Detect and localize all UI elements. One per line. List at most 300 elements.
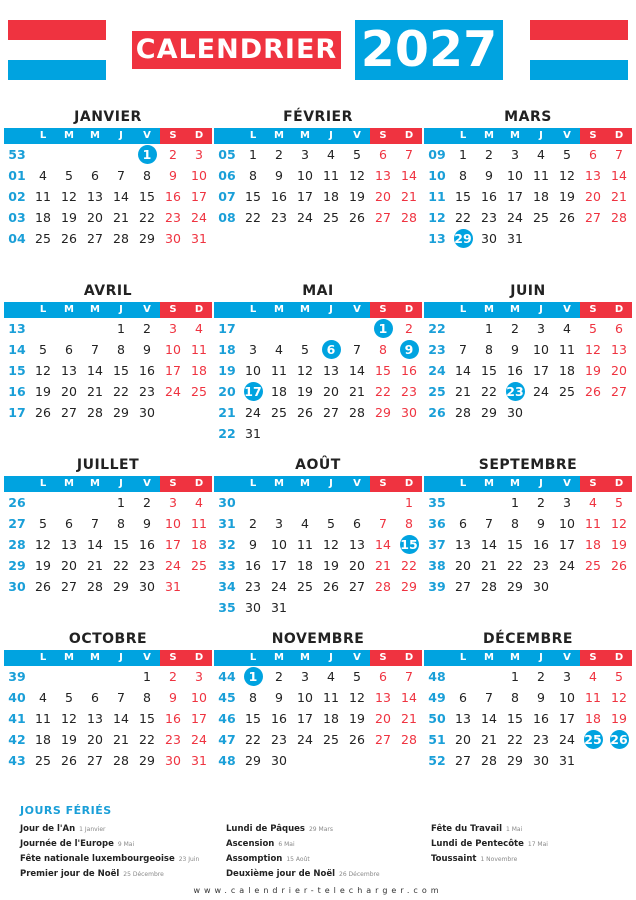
day-cell: 24 bbox=[271, 579, 287, 594]
day-cell bbox=[370, 750, 396, 771]
day-cell: 27 bbox=[87, 231, 103, 246]
day-cell: 25 bbox=[533, 210, 549, 225]
day-cell: 22 bbox=[245, 210, 261, 225]
day-cell: 27 bbox=[349, 579, 365, 594]
day-cell: 23 bbox=[481, 210, 497, 225]
footer-url: www.calendrier-telecharger.com bbox=[193, 886, 443, 895]
holiday-date: 15 Août bbox=[286, 856, 310, 863]
day-cell: 25 bbox=[323, 210, 339, 225]
holiday-date: 1 Mai bbox=[506, 826, 523, 833]
weekday-label: M bbox=[300, 304, 310, 315]
day-cell: 4 bbox=[195, 495, 203, 510]
day-cell: 5 bbox=[615, 495, 623, 510]
day-cell bbox=[450, 666, 476, 687]
day-cell: 21 bbox=[113, 210, 129, 225]
day-cell: 21 bbox=[611, 189, 627, 204]
weekday-label: S bbox=[580, 476, 606, 492]
weekday-label: L bbox=[459, 652, 467, 663]
day-cell bbox=[396, 534, 422, 555]
day-cell: 16 bbox=[165, 189, 181, 204]
day-cell: 29 bbox=[113, 405, 129, 420]
day-cell: 7 bbox=[615, 147, 623, 162]
weekday-header bbox=[4, 650, 212, 666]
week-number: 30 bbox=[218, 495, 236, 510]
day-cell: 24 bbox=[165, 384, 181, 399]
day-cell: 8 bbox=[379, 342, 387, 357]
week-number: 03 bbox=[8, 210, 26, 225]
day-cell: 6 bbox=[459, 690, 467, 705]
holiday-date: 1 Novembre bbox=[480, 856, 518, 863]
day-cell: 25 bbox=[35, 753, 51, 768]
day-cell: 2 bbox=[249, 516, 257, 531]
weekday-label: M bbox=[510, 304, 520, 315]
weekday-label: S bbox=[580, 302, 606, 318]
week-row bbox=[4, 318, 212, 339]
day-cell: 15 bbox=[245, 711, 261, 726]
day-cell: 20 bbox=[455, 558, 471, 573]
week-number: 35 bbox=[218, 600, 236, 615]
month-block bbox=[4, 106, 212, 249]
day-cell: 14 bbox=[481, 711, 497, 726]
week-number: 34 bbox=[218, 579, 236, 594]
day-cell: 8 bbox=[143, 690, 151, 705]
day-cell: 1 bbox=[459, 147, 467, 162]
day-cell: 8 bbox=[459, 168, 467, 183]
month-block bbox=[424, 106, 632, 249]
day-cell: 17 bbox=[297, 711, 313, 726]
day-cell: 7 bbox=[459, 342, 467, 357]
weekday-label: M bbox=[484, 652, 494, 663]
day-cell: 30 bbox=[533, 753, 549, 768]
day-cell: 15 bbox=[139, 711, 155, 726]
weekday-label: L bbox=[249, 478, 257, 489]
weekday-header bbox=[424, 650, 632, 666]
day-cell bbox=[580, 228, 606, 249]
day-cell: 18 bbox=[191, 537, 207, 552]
day-cell: 9 bbox=[275, 168, 283, 183]
weekday-label: V bbox=[353, 478, 361, 489]
day-cell: 20 bbox=[87, 732, 103, 747]
holiday-item bbox=[226, 854, 380, 869]
week-number: 46 bbox=[218, 711, 236, 726]
day-cell: 19 bbox=[61, 732, 77, 747]
day-cell: 26 bbox=[35, 405, 51, 420]
day-cell bbox=[370, 597, 396, 618]
weekday-label: D bbox=[396, 128, 422, 144]
day-cell: 11 bbox=[323, 168, 339, 183]
day-cell: 21 bbox=[113, 732, 129, 747]
weekday-label: M bbox=[300, 652, 310, 663]
weekday-label: S bbox=[160, 302, 186, 318]
weekday-label: J bbox=[539, 304, 543, 315]
day-cell: 6 bbox=[353, 516, 361, 531]
weekday-label: V bbox=[563, 304, 571, 315]
week-number-header bbox=[214, 302, 240, 318]
day-cell bbox=[266, 318, 292, 339]
day-cell bbox=[108, 144, 134, 165]
day-cell: 13 bbox=[87, 711, 103, 726]
day-cell: 10 bbox=[297, 168, 313, 183]
day-cell: 4 bbox=[327, 669, 335, 684]
day-cell: 10 bbox=[191, 168, 207, 183]
day-cell: 15 bbox=[507, 537, 523, 552]
day-cell bbox=[240, 381, 266, 402]
day-cell: 19 bbox=[349, 711, 365, 726]
day-cell: 15 bbox=[139, 189, 155, 204]
day-cell: 31 bbox=[165, 579, 181, 594]
day-cell: 18 bbox=[585, 711, 601, 726]
day-cell: 30 bbox=[507, 405, 523, 420]
weekday-label: M bbox=[300, 478, 310, 489]
day-cell: 19 bbox=[35, 558, 51, 573]
day-cell: 26 bbox=[323, 579, 339, 594]
weekday-label: J bbox=[329, 478, 333, 489]
week-number-header bbox=[424, 302, 450, 318]
day-cell: 22 bbox=[113, 384, 129, 399]
month-name: AOÛT bbox=[295, 457, 341, 473]
day-cell: 28 bbox=[87, 405, 103, 420]
weekday-label: J bbox=[539, 652, 543, 663]
week-number: 25 bbox=[428, 384, 446, 399]
weekday-label: M bbox=[510, 478, 520, 489]
day-cell bbox=[606, 750, 632, 771]
week-number: 48 bbox=[218, 753, 236, 768]
holiday-marker: 15 bbox=[400, 537, 418, 552]
day-cell: 15 bbox=[481, 363, 497, 378]
week-row bbox=[214, 339, 422, 360]
day-cell: 21 bbox=[87, 384, 103, 399]
day-cell: 30 bbox=[139, 405, 155, 420]
weekday-label: D bbox=[396, 302, 422, 318]
day-cell: 12 bbox=[35, 537, 51, 552]
week-row bbox=[424, 165, 632, 186]
weekday-label: M bbox=[300, 130, 310, 141]
day-cell: 13 bbox=[349, 537, 365, 552]
weekday-header bbox=[4, 476, 212, 492]
day-cell: 12 bbox=[297, 363, 313, 378]
week-row bbox=[4, 144, 212, 165]
weekday-label: D bbox=[186, 302, 212, 318]
week-number-header bbox=[214, 650, 240, 666]
day-cell: 23 bbox=[139, 384, 155, 399]
day-cell: 19 bbox=[559, 189, 575, 204]
day-cell: 18 bbox=[585, 537, 601, 552]
day-cell: 14 bbox=[87, 537, 103, 552]
day-cell: 11 bbox=[271, 363, 287, 378]
day-cell bbox=[266, 423, 292, 444]
day-cell: 3 bbox=[511, 147, 519, 162]
day-cell: 23 bbox=[533, 732, 549, 747]
week-number: 30 bbox=[8, 579, 26, 594]
day-cell: 29 bbox=[401, 579, 417, 594]
month-block bbox=[424, 280, 632, 423]
weekday-label: J bbox=[329, 652, 333, 663]
day-cell bbox=[56, 144, 82, 165]
holiday-item bbox=[226, 824, 380, 839]
month-name: DÉCEMBRE bbox=[483, 631, 573, 647]
day-cell: 13 bbox=[61, 537, 77, 552]
day-cell bbox=[554, 576, 580, 597]
holiday-name: Lundi de Pentecôte bbox=[431, 839, 524, 849]
day-cell bbox=[82, 492, 108, 513]
week-number: 21 bbox=[218, 405, 236, 420]
day-cell: 16 bbox=[139, 363, 155, 378]
weekday-label: M bbox=[484, 304, 494, 315]
day-cell: 5 bbox=[353, 147, 361, 162]
week-row bbox=[4, 576, 212, 597]
month-name: AVRIL bbox=[83, 283, 133, 299]
day-cell: 30 bbox=[139, 579, 155, 594]
day-cell: 12 bbox=[61, 189, 77, 204]
day-cell: 28 bbox=[113, 231, 129, 246]
weekday-label: S bbox=[370, 128, 396, 144]
week-row bbox=[424, 729, 632, 750]
day-cell: 1 bbox=[249, 147, 257, 162]
week-number-header bbox=[424, 128, 450, 144]
weekday-label: M bbox=[274, 652, 284, 663]
week-row bbox=[4, 534, 212, 555]
week-number: 38 bbox=[428, 558, 446, 573]
day-cell: 7 bbox=[91, 516, 99, 531]
week-row bbox=[424, 708, 632, 729]
day-cell: 27 bbox=[61, 405, 77, 420]
day-cell: 3 bbox=[169, 495, 177, 510]
day-cell bbox=[580, 729, 606, 750]
weekday-label: M bbox=[274, 130, 284, 141]
day-cell: 16 bbox=[533, 537, 549, 552]
day-cell: 19 bbox=[611, 711, 627, 726]
day-cell: 13 bbox=[455, 711, 471, 726]
holiday-name: Jour de l'An bbox=[20, 824, 76, 834]
weekday-label: V bbox=[143, 304, 151, 315]
week-number: 11 bbox=[428, 189, 446, 204]
day-cell: 6 bbox=[459, 516, 467, 531]
day-cell: 29 bbox=[113, 579, 129, 594]
calendar-year: 2027 bbox=[355, 20, 503, 80]
week-number: 22 bbox=[428, 321, 446, 336]
day-cell: 18 bbox=[323, 711, 339, 726]
day-cell: 9 bbox=[275, 690, 283, 705]
week-row bbox=[214, 207, 422, 228]
week-number-header bbox=[424, 476, 450, 492]
week-number-header bbox=[214, 128, 240, 144]
weekday-label: L bbox=[39, 304, 47, 315]
day-cell: 13 bbox=[323, 363, 339, 378]
day-cell: 29 bbox=[375, 405, 391, 420]
day-cell: 17 bbox=[297, 189, 313, 204]
day-cell bbox=[56, 492, 82, 513]
holiday-date: 29 Mars bbox=[308, 826, 333, 833]
day-cell: 16 bbox=[533, 711, 549, 726]
day-cell bbox=[318, 339, 344, 360]
month-block bbox=[214, 280, 422, 444]
week-row bbox=[424, 492, 632, 513]
holiday-date: 6 Mai bbox=[278, 841, 295, 848]
day-cell: 13 bbox=[87, 189, 103, 204]
day-cell: 23 bbox=[533, 558, 549, 573]
day-cell: 29 bbox=[481, 405, 497, 420]
week-row bbox=[424, 750, 632, 771]
weekday-header bbox=[214, 650, 422, 666]
day-cell: 29 bbox=[139, 231, 155, 246]
day-cell: 4 bbox=[275, 342, 283, 357]
weekday-header bbox=[424, 302, 632, 318]
week-row bbox=[4, 186, 212, 207]
week-row bbox=[4, 750, 212, 771]
day-cell: 20 bbox=[349, 558, 365, 573]
week-number: 40 bbox=[8, 690, 26, 705]
month-name: MARS bbox=[504, 109, 552, 125]
day-cell: 11 bbox=[35, 711, 51, 726]
holiday-column bbox=[20, 824, 199, 884]
day-cell: 21 bbox=[401, 189, 417, 204]
day-cell: 24 bbox=[191, 732, 207, 747]
week-row bbox=[4, 729, 212, 750]
week-number: 20 bbox=[218, 384, 236, 399]
weekday-label: M bbox=[510, 652, 520, 663]
day-cell: 2 bbox=[275, 669, 283, 684]
day-cell bbox=[318, 423, 344, 444]
month-block bbox=[4, 628, 212, 771]
week-number: 08 bbox=[218, 210, 236, 225]
day-cell: 4 bbox=[39, 168, 47, 183]
month-block bbox=[424, 454, 632, 597]
week-row bbox=[424, 186, 632, 207]
weekday-label: J bbox=[329, 304, 333, 315]
day-cell: 10 bbox=[507, 168, 523, 183]
day-cell: 20 bbox=[375, 189, 391, 204]
day-cell bbox=[292, 318, 318, 339]
day-cell: 28 bbox=[455, 405, 471, 420]
day-cell: 6 bbox=[65, 342, 73, 357]
day-cell: 8 bbox=[143, 168, 151, 183]
holiday-date: 17 Mai bbox=[527, 841, 548, 848]
week-number: 27 bbox=[8, 516, 26, 531]
week-number: 13 bbox=[8, 321, 26, 336]
day-cell: 26 bbox=[585, 384, 601, 399]
weekday-label: V bbox=[353, 652, 361, 663]
holiday-marker: 23 bbox=[506, 384, 524, 399]
day-cell: 16 bbox=[507, 363, 523, 378]
day-cell: 9 bbox=[169, 168, 177, 183]
day-cell: 12 bbox=[559, 168, 575, 183]
day-cell: 22 bbox=[139, 732, 155, 747]
weekday-label: J bbox=[329, 130, 333, 141]
day-cell bbox=[370, 423, 396, 444]
day-cell bbox=[292, 597, 318, 618]
week-number: 45 bbox=[218, 690, 236, 705]
weekday-label: V bbox=[563, 652, 571, 663]
day-cell: 22 bbox=[507, 732, 523, 747]
week-number: 02 bbox=[8, 189, 26, 204]
day-cell: 30 bbox=[401, 405, 417, 420]
day-cell: 6 bbox=[379, 147, 387, 162]
day-cell: 27 bbox=[375, 732, 391, 747]
day-cell: 5 bbox=[65, 690, 73, 705]
day-cell: 19 bbox=[35, 384, 51, 399]
week-number-header bbox=[4, 650, 30, 666]
day-cell: 8 bbox=[405, 516, 413, 531]
day-cell: 26 bbox=[349, 732, 365, 747]
holiday-item bbox=[20, 839, 199, 854]
day-cell: 10 bbox=[271, 537, 287, 552]
week-row bbox=[4, 360, 212, 381]
day-cell: 2 bbox=[143, 321, 151, 336]
weekday-label: M bbox=[484, 130, 494, 141]
day-cell: 19 bbox=[297, 384, 313, 399]
day-cell bbox=[292, 423, 318, 444]
week-number: 33 bbox=[218, 558, 236, 573]
day-cell: 18 bbox=[35, 732, 51, 747]
day-cell: 25 bbox=[297, 579, 313, 594]
day-cell: 26 bbox=[61, 753, 77, 768]
day-cell: 13 bbox=[61, 363, 77, 378]
day-cell: 11 bbox=[533, 168, 549, 183]
day-cell: 20 bbox=[323, 384, 339, 399]
day-cell: 12 bbox=[585, 342, 601, 357]
holiday-item bbox=[20, 824, 199, 839]
day-cell: 3 bbox=[563, 495, 571, 510]
day-cell: 17 bbox=[191, 189, 207, 204]
holiday-marker: 1 bbox=[374, 319, 393, 338]
weekday-label: M bbox=[510, 130, 520, 141]
weekday-label: S bbox=[370, 476, 396, 492]
day-cell: 22 bbox=[245, 732, 261, 747]
holiday-date: 1 Janvier bbox=[79, 826, 106, 833]
holiday-date: 23 Juin bbox=[178, 856, 200, 863]
day-cell: 21 bbox=[349, 384, 365, 399]
week-number: 22 bbox=[218, 426, 236, 441]
week-number: 28 bbox=[8, 537, 26, 552]
holiday-name: Assomption bbox=[226, 854, 283, 864]
day-cell bbox=[292, 492, 318, 513]
month-name: NOVEMBRE bbox=[271, 631, 365, 647]
day-cell: 3 bbox=[195, 147, 203, 162]
holiday-marker: 17 bbox=[244, 384, 262, 399]
day-cell: 28 bbox=[375, 579, 391, 594]
day-cell: 2 bbox=[405, 321, 413, 336]
weekday-label: J bbox=[119, 130, 123, 141]
day-cell bbox=[396, 339, 422, 360]
day-cell: 4 bbox=[327, 147, 335, 162]
day-cell: 27 bbox=[87, 753, 103, 768]
week-number-header bbox=[214, 476, 240, 492]
weekday-header bbox=[214, 476, 422, 492]
day-cell: 31 bbox=[559, 753, 575, 768]
day-cell bbox=[56, 666, 82, 687]
day-cell bbox=[580, 576, 606, 597]
week-number: 15 bbox=[8, 363, 26, 378]
day-cell: 22 bbox=[455, 210, 471, 225]
day-cell: 10 bbox=[165, 342, 181, 357]
day-cell bbox=[450, 318, 476, 339]
week-row bbox=[4, 165, 212, 186]
day-cell: 17 bbox=[507, 189, 523, 204]
day-cell: 22 bbox=[507, 558, 523, 573]
day-cell: 15 bbox=[375, 363, 391, 378]
day-cell bbox=[370, 318, 396, 339]
day-cell bbox=[606, 228, 632, 249]
day-cell: 4 bbox=[301, 516, 309, 531]
day-cell: 19 bbox=[61, 210, 77, 225]
day-cell: 17 bbox=[559, 711, 575, 726]
day-cell: 14 bbox=[611, 168, 627, 183]
day-cell: 18 bbox=[533, 189, 549, 204]
day-cell bbox=[160, 402, 186, 423]
holiday-name: Ascension bbox=[226, 839, 275, 849]
weekday-label: S bbox=[370, 302, 396, 318]
weekday-label: V bbox=[353, 304, 361, 315]
